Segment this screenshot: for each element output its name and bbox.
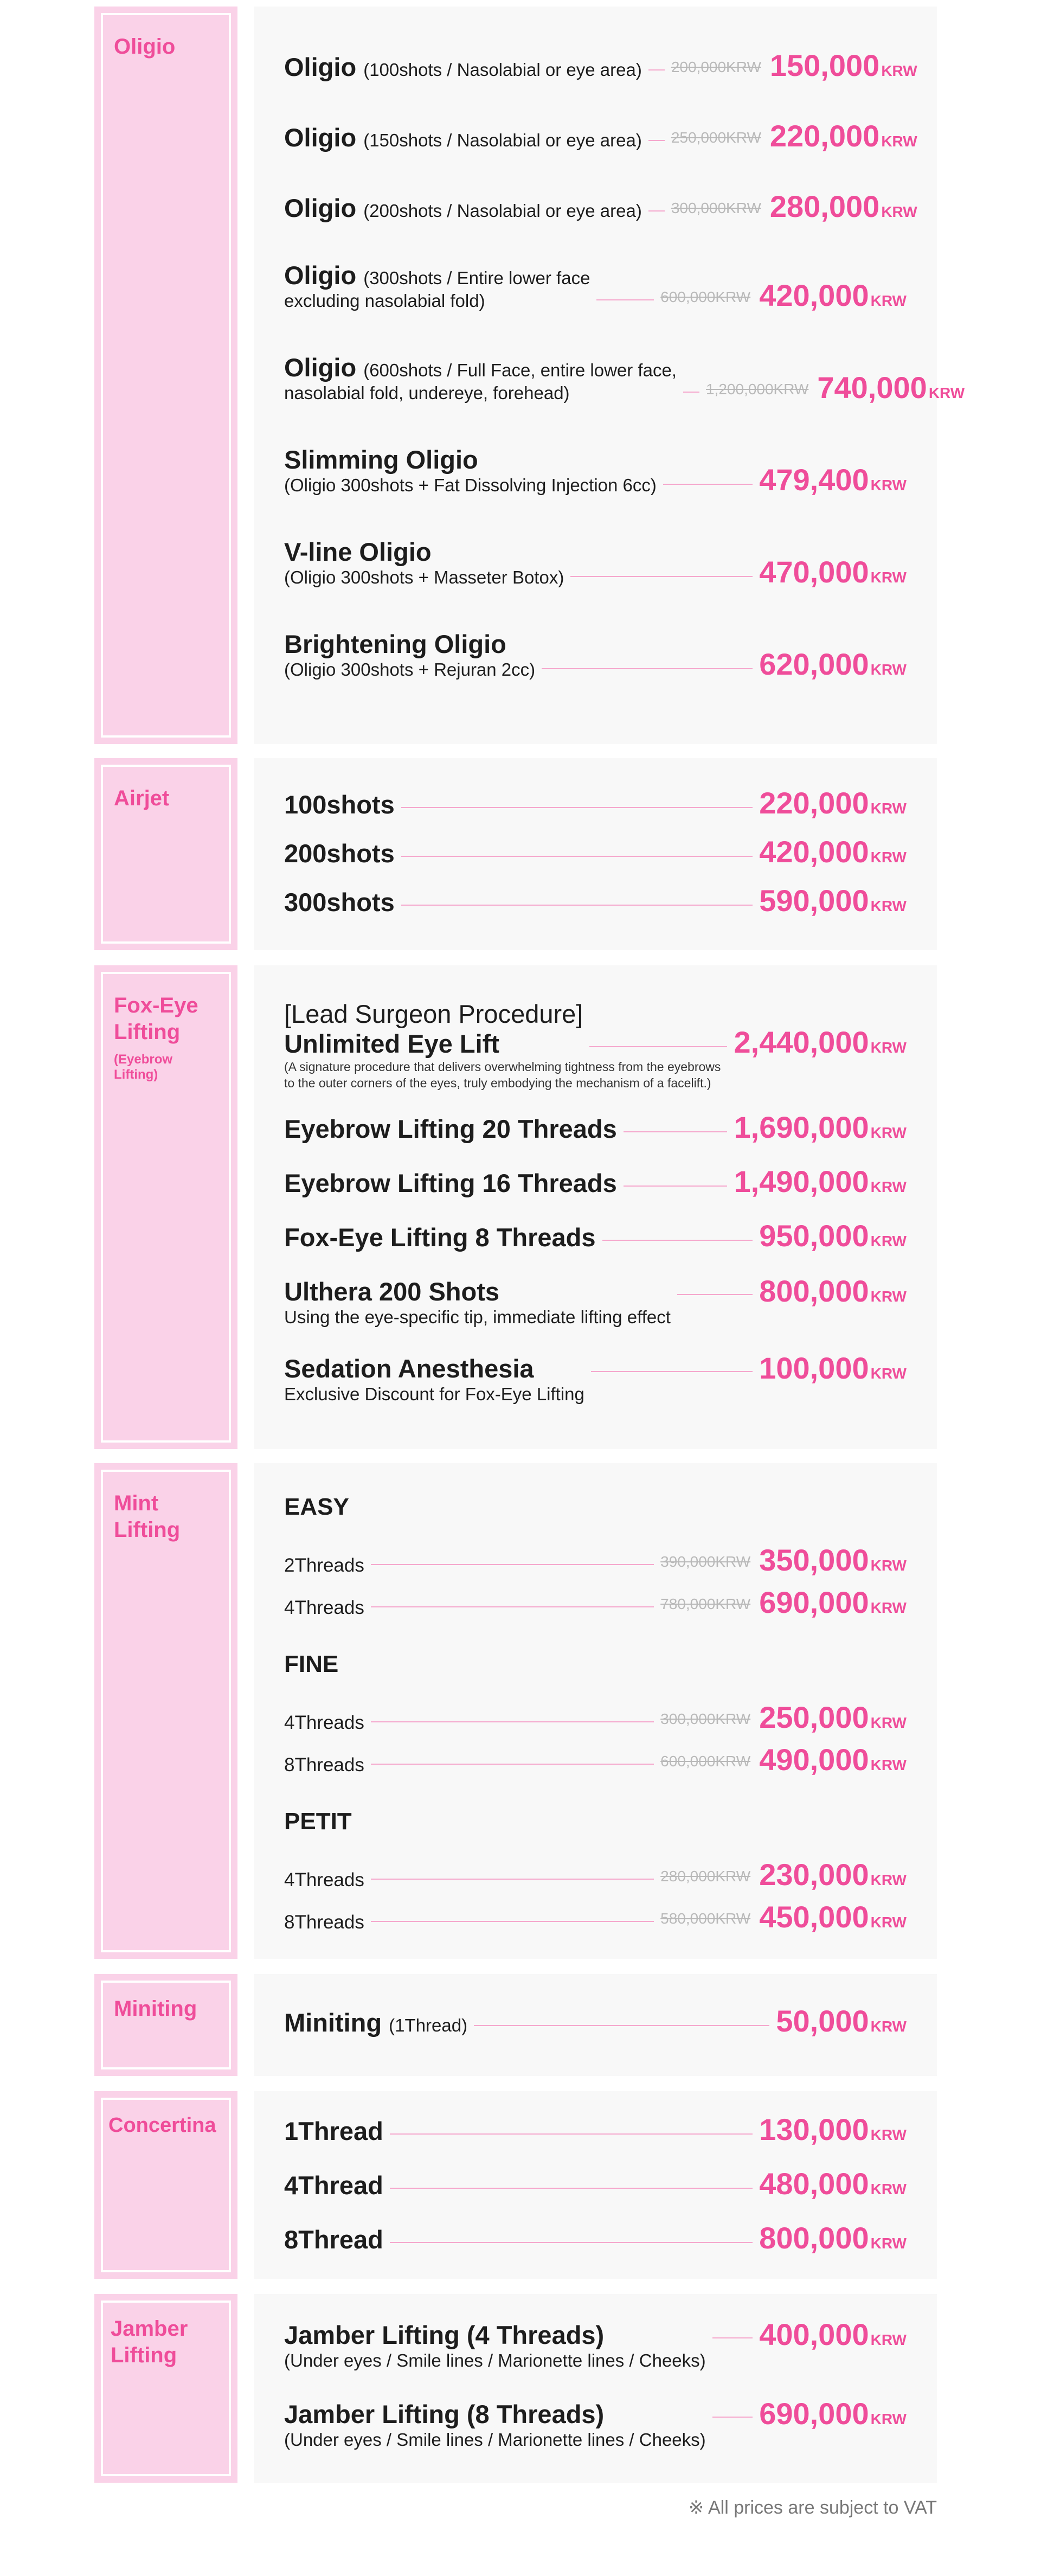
price-item <box>284 1743 907 1777</box>
item-name: Oligio <box>284 194 357 223</box>
price-item <box>284 2113 907 2146</box>
leader-line <box>591 1371 753 1372</box>
original-price: 580,000KRW <box>660 1909 751 1927</box>
item-name: Brightening Oligio <box>284 630 506 658</box>
price-item <box>284 999 907 1092</box>
item-name: Unlimited Eye Lift <box>284 1029 499 1059</box>
item-name: 1Thread <box>284 2117 383 2146</box>
item-price: 220,000 KRW <box>759 786 907 820</box>
price-item <box>284 2167 907 2201</box>
price-item <box>284 1111 907 1144</box>
leader-line <box>390 2188 753 2189</box>
group-title: EASY <box>284 1494 349 1520</box>
price-item <box>284 353 965 405</box>
original-price: 280,000KRW <box>660 1867 751 1885</box>
leader-line <box>371 1606 654 1607</box>
original-price: 300,000KRW <box>671 199 761 216</box>
item-name: Sedation Anesthesia <box>284 1354 534 1383</box>
leader-line <box>648 140 665 141</box>
section-label-jamber <box>94 2294 237 2483</box>
original-price: 250,000KRW <box>671 129 761 146</box>
section-label-mint <box>94 1463 237 1959</box>
item-price: 350,000 KRW <box>759 1543 907 1577</box>
item-detail: (Oligio 300shots + Masseter Botox) <box>284 567 564 588</box>
item-note: to the outer corners of the eyes, truly embodying the mechanism of a facelift.) <box>284 1075 711 1090</box>
item-detail: (Under eyes / Smile lines / Marionette lines / Cheeks) <box>284 2350 706 2371</box>
item-detail: (1Thread) <box>389 2015 468 2036</box>
section-title: Fox-Eye Lifting <box>114 994 198 1044</box>
section-title: Jamber Lifting <box>111 2317 188 2367</box>
item-price: 690,000 KRW <box>759 2396 907 2431</box>
original-price: 780,000KRW <box>660 1595 751 1612</box>
item-price: 220,000 KRW <box>769 119 917 153</box>
section-miniting <box>94 1974 937 2076</box>
item-name: 4Threads <box>284 1712 364 1734</box>
price-item <box>284 189 917 223</box>
item-price: 690,000 KRW <box>759 1585 907 1619</box>
item-name: 4Threads <box>284 1597 364 1619</box>
leader-line <box>677 1294 753 1295</box>
original-price: 200,000KRW <box>671 58 761 75</box>
item-name: Eyebrow Lifting 16 Threads <box>284 1169 617 1198</box>
item-price: 450,000 KRW <box>759 1900 907 1934</box>
section-label-miniting <box>94 1974 237 2076</box>
item-price: 590,000 KRW <box>759 883 907 918</box>
leader-line <box>648 69 665 71</box>
leader-line <box>542 668 753 669</box>
section-body <box>254 965 937 1449</box>
item-price: 950,000 KRW <box>759 1219 907 1253</box>
price-item <box>284 1586 907 1619</box>
price-item <box>284 1858 907 1892</box>
section-body <box>254 7 965 744</box>
price-item <box>284 1701 907 1734</box>
price-item <box>284 629 907 681</box>
group-title: FINE <box>284 1651 339 1677</box>
item-price: 480,000 KRW <box>759 2167 907 2201</box>
section-concertina <box>94 2091 937 2279</box>
item-prefix: [Lead Surgeon Procedure] <box>284 999 583 1028</box>
item-name: Oligio <box>284 53 357 82</box>
price-item <box>284 260 907 312</box>
price-item <box>284 1543 907 1577</box>
section-subtitle: (Eyebrow Lifting) <box>114 1052 173 1082</box>
leader-line <box>371 1921 654 1922</box>
item-name: 8Threads <box>284 1912 364 1933</box>
leader-line <box>371 1721 654 1722</box>
leader-line <box>712 2417 753 2418</box>
leader-line <box>663 484 753 485</box>
price-item <box>284 48 917 82</box>
item-name: Miniting <box>284 2008 382 2037</box>
item-price: 130,000 KRW <box>759 2112 907 2146</box>
leader-line <box>624 1186 728 1187</box>
section-label-concertina <box>94 2091 237 2279</box>
item-name: 8Threads <box>284 1754 364 1776</box>
leader-line <box>648 210 665 212</box>
leader-line <box>371 1564 654 1565</box>
item-price: 800,000 KRW <box>759 2221 907 2255</box>
leader-line <box>683 392 699 393</box>
price-item <box>284 2004 907 2038</box>
item-detail: (Under eyes / Smile lines / Marionette lines / Cheeks) <box>284 2430 706 2450</box>
item-price: 800,000 KRW <box>759 1274 907 1308</box>
section-mint <box>94 1463 937 1959</box>
section-body <box>254 2294 937 2483</box>
price-item <box>284 445 907 497</box>
section-body <box>254 1974 937 2076</box>
item-price: 470,000 KRW <box>759 555 907 589</box>
leader-line <box>401 905 753 906</box>
item-price: 1,690,000 KRW <box>734 1110 907 1144</box>
item-detail-line2: excluding nasolabial fold) <box>284 291 485 311</box>
section-label-airjet <box>94 758 237 950</box>
price-item <box>284 1900 907 1934</box>
item-name: Fox-Eye Lifting 8 Threads <box>284 1223 596 1252</box>
price-item <box>284 119 917 153</box>
item-detail: (100shots / Nasolabial or eye area) <box>363 60 642 80</box>
item-detail: (150shots / Nasolabial or eye area) <box>363 130 642 151</box>
item-price: 490,000 KRW <box>759 1742 907 1777</box>
leader-line <box>371 1879 654 1880</box>
item-price: 400,000 KRW <box>759 2317 907 2351</box>
section-jamber <box>94 2294 937 2483</box>
item-price: 740,000 KRW <box>817 370 965 405</box>
leader-line <box>589 1046 727 1047</box>
item-price: 420,000 KRW <box>759 835 907 869</box>
item-name: 2Threads <box>284 1555 364 1577</box>
item-price: 2,440,000 KRW <box>734 1025 907 1060</box>
original-price: 300,000KRW <box>660 1710 751 1727</box>
price-item <box>284 1351 907 1406</box>
price-item <box>284 1274 907 1329</box>
section-body <box>254 2091 937 2279</box>
item-price: 150,000 KRW <box>769 48 917 82</box>
price-item <box>284 537 907 589</box>
item-name: 4Threads <box>284 1869 364 1891</box>
item-name: 8Thread <box>284 2225 383 2254</box>
section-title: Oligio <box>114 35 176 59</box>
leader-line <box>474 2025 769 2026</box>
item-name: V-line Oligio <box>284 537 432 566</box>
section-foxeye <box>94 965 937 1449</box>
section-body <box>254 758 937 950</box>
item-name: 200shots <box>284 839 395 868</box>
item-price: 620,000 KRW <box>759 647 907 682</box>
leader-line <box>390 2242 753 2243</box>
section-title: Airjet <box>114 786 170 810</box>
leader-line <box>371 1764 654 1765</box>
item-detail: (200shots / Nasolabial or eye area) <box>363 201 642 221</box>
leader-line <box>712 2337 753 2338</box>
item-name: 4Thread <box>284 2171 383 2200</box>
price-item <box>284 1165 907 1199</box>
section-airjet <box>94 758 937 950</box>
item-detail: Exclusive Discount for Fox-Eye Lifting <box>284 1384 584 1405</box>
item-detail: Using the eye-specific tip, immediate lifting effect <box>284 1307 671 1328</box>
leader-line <box>570 576 753 577</box>
item-note: (A signature procedure that delivers overwhelming tightness from the eyebrows <box>284 1059 721 1074</box>
price-item <box>284 884 907 918</box>
item-name: Oligio <box>284 353 357 382</box>
item-price: 479,400 KRW <box>759 463 907 497</box>
item-name: Oligio <box>284 261 357 290</box>
leader-line <box>401 856 753 857</box>
price-item <box>284 2318 907 2372</box>
price-item <box>284 2397 907 2451</box>
leader-line <box>401 807 753 808</box>
original-price: 600,000KRW <box>660 288 751 305</box>
vat-footnote: ※ All prices are subject to VAT <box>688 2497 937 2518</box>
item-price: 100,000 KRW <box>759 1351 907 1385</box>
item-name: Oligio <box>284 123 357 152</box>
item-name: 300shots <box>284 888 395 917</box>
price-item <box>284 835 907 869</box>
item-name: Ulthera 200 Shots <box>284 1277 500 1306</box>
leader-line <box>602 1240 753 1241</box>
item-detail: (300shots / Entire lower face <box>363 268 590 288</box>
original-price: 390,000KRW <box>660 1553 751 1570</box>
original-price: 1,200,000KRW <box>705 380 809 398</box>
section-label-foxeye <box>94 965 237 1449</box>
group-title: PETIT <box>284 1808 352 1835</box>
section-title: Mint Lifting <box>114 1491 181 1542</box>
item-price: 250,000 KRW <box>759 1700 907 1734</box>
original-price: 600,000KRW <box>660 1752 751 1770</box>
item-detail: (600shots / Full Face, entire lower face, <box>363 360 677 380</box>
item-name: Jamber Lifting (4 Threads) <box>284 2320 605 2349</box>
item-detail: (Oligio 300shots + Fat Dissolving Injection 6cc) <box>284 475 657 496</box>
item-price: 50,000 KRW <box>776 2004 907 2038</box>
item-detail-line2: nasolabial fold, undereye, forehead) <box>284 383 570 403</box>
item-name: Eyebrow Lifting 20 Threads <box>284 1114 617 1144</box>
item-name: 100shots <box>284 790 395 819</box>
price-item <box>284 2221 907 2255</box>
section-body <box>254 1463 937 1959</box>
section-title: Miniting <box>114 1997 197 2021</box>
leader-line <box>624 1131 728 1132</box>
item-price: 1,490,000 KRW <box>734 1164 907 1199</box>
price-item <box>284 1219 907 1253</box>
item-detail: (Oligio 300shots + Rejuran 2cc) <box>284 659 536 680</box>
item-name: Slimming Oligio <box>284 445 478 474</box>
leader-line <box>390 2133 753 2135</box>
item-price: 420,000 KRW <box>759 278 907 313</box>
section-oligio <box>94 7 965 744</box>
section-title: Concertina <box>108 2114 216 2137</box>
item-price: 280,000 KRW <box>769 189 917 223</box>
section-label-oligio <box>94 7 237 744</box>
item-name: Jamber Lifting (8 Threads) <box>284 2399 605 2428</box>
item-price: 230,000 KRW <box>759 1857 907 1892</box>
leader-line <box>596 299 654 300</box>
price-item <box>284 786 907 820</box>
